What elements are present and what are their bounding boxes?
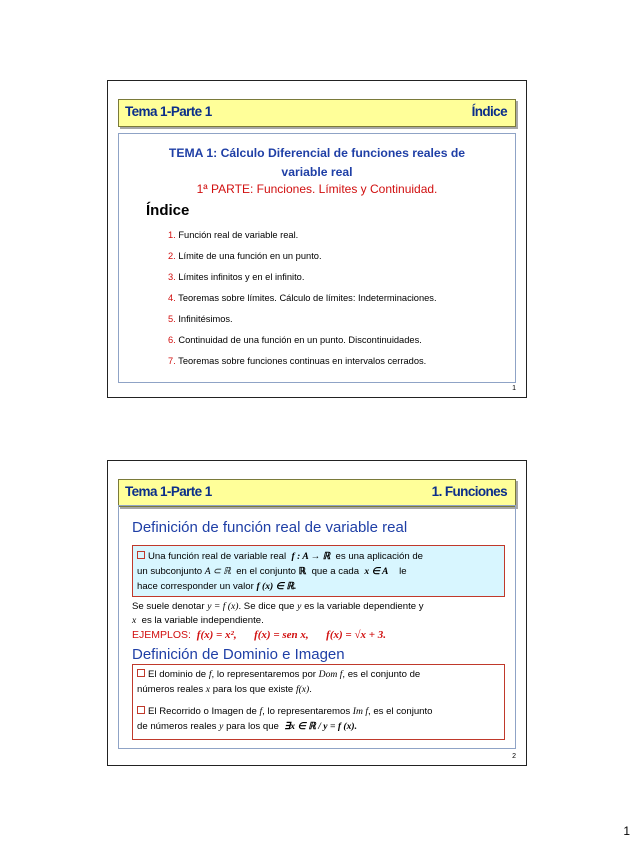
slide-1-subtitle: 1ª PARTE: Funciones. Límites y Continuidad. <box>196 182 438 196</box>
slide-1-page-number: 1 <box>512 385 516 392</box>
slide-1 <box>107 80 527 398</box>
slide-1-header-right: Índice <box>471 104 507 119</box>
slide-2-header <box>118 479 516 507</box>
notation-line-2: x es la variable independiente. <box>132 615 264 626</box>
section-title-dominio: Definición de Dominio e Imagen <box>132 646 345 663</box>
slide-2-page-number: 2 <box>512 753 516 760</box>
slide-1-header <box>118 99 516 127</box>
slide-1-title-line2: variable real <box>281 165 353 179</box>
slide-1-title-line1: TEMA 1: Cálculo Diferencial de funciones reales de <box>168 146 466 160</box>
slide-2-header-right: 1. Funciones <box>431 484 507 499</box>
square-bullet-icon <box>137 551 145 559</box>
notation-line-1: Se suele denotar y = f (x). Se dice que y es la variable dependiente y <box>132 601 424 612</box>
index-item: 5. Infinitésimos. <box>168 314 233 324</box>
slide-2 <box>107 460 527 766</box>
index-item: 2. Límite de una función en un punto. <box>168 251 322 261</box>
index-item: 7. Teoremas sobre funciones continuas en intervalos cerrados. <box>168 356 427 366</box>
examples-line: EJEMPLOS: f(x) = x², f(x) = sen x, f(x) = √x + 3. <box>132 629 386 641</box>
indice-heading: Índice <box>146 202 190 219</box>
index-item: 6. Continuidad de una función en un punto. Discontinuidades. <box>168 335 422 345</box>
square-bullet-icon <box>137 706 145 714</box>
slide-1-header-left: Tema 1-Parte 1 <box>125 104 212 119</box>
page-footer-number: 1 <box>623 824 630 838</box>
index-item: 3. Límites infinitos y en el infinito. <box>168 272 305 282</box>
index-item: 4. Teoremas sobre límites. Cálculo de límites: Indeterminaciones. <box>168 293 437 303</box>
index-item: 1. Función real de variable real. <box>168 230 299 240</box>
slide-2-header-left: Tema 1-Parte 1 <box>125 484 212 499</box>
square-bullet-icon <box>137 669 145 677</box>
section-title-funcion: Definición de función real de variable real <box>132 519 408 536</box>
domain-image-box: El dominio de f, lo representaremos por Dom f, es el conjunto de números reales x para los que existe f(x). El Recorrido o Imagen de f, lo representaremos Im f, es el conjunto de números reales y para los que ∃x ∈ ℝ / y = f (x). <box>132 664 505 740</box>
definition-box: Una función real de variable real f : A → ℝ es una aplicación de un subconjunto A ⊂ ℝ en el conjunto ℝ que a cada x ∈ A le hace corresponder un valor f (x) ∈ ℝ. <box>132 545 505 597</box>
